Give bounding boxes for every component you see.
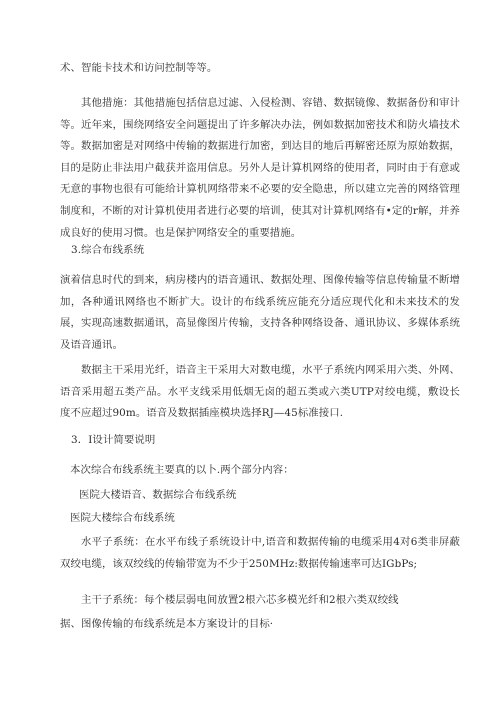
section-heading-integrated-cabling: 3.综合布线系统: [71, 244, 145, 256]
paragraph-horizontal-subsystem: 水平子系统：在水平布线子系统设计中,语音和数据传输的电缆采用4对6类非屏蔽双绞电缆，该双绞线的传输带宽为不少于250MHz:数据传输速率可达IGbPs;: [60, 536, 460, 570]
section-heading-design-brief: 3．I设计简要说明: [71, 434, 156, 446]
paragraph-two-parts: 本次综合布线系统主要真的以卜.两个部分内容：: [70, 464, 294, 476]
paragraph-backbone-subsystem: 主干子系统：每个楼层弱电间放置2根六芯多模光纤和2根六类双绞线: [81, 594, 399, 606]
paragraph-fiber-backbone: 数据主干采用光纤，语音主干采用大对数电缆，水平子系统内网采用六类、外网、语音采用超五类产品。水平支线采用低烟无卤的超五类或六类UTP对绞电缆，敷设长度不应超过90m。语音及数据插座模块选择RJ—45标准接口.: [60, 364, 460, 420]
paragraph-info-age: 演着信息时代的到来，病房楼内的语音通讯、数据处理、图像传输等信息传输量不断增加，各种通讯网络也不断扩大。设计的布线系统应能充分适应现代化和未来技术的发展，实现高速数据通讯，高显像图片传输，支持各种网络设备、通讯协议、多媒体系统及语音通讯。: [60, 274, 460, 351]
list-item-voice-data: 医院大楼语音、数据综合布线系统: [79, 489, 237, 501]
paragraph-last: 据、图像传输的布线系统是本方案设计的目标·: [60, 618, 274, 630]
list-item-cabling: 医院大楼综合布线系统: [70, 512, 175, 524]
paragraph-top: 术、智能卡技术和访问控制等等。: [60, 62, 218, 74]
paragraph-other-measures: 其他措施：其他措施包括信息过滤、入侵检测、容错、数据镜像、数据备份和审计等。近年来，围绕网络安全问题提出了许多解决办法，例如数据加密技术和防火墙技术等。数据加密是对网络中传输的数据进行加密，到达目的地后再解密还原为原始数据，目的是防止非法用户截获并盗用信息。另外人是计算机网络的使用者，同时由于有意或无意的事物也很有可能给计算机网络带来不必要的安全隐患，所以建立完善的网络管理制度和，不断的对计算机使用者进行必要的培训，使其对计算机网络有•定的r解，并养成良好的使用习惯。也是保护网络安全的重要措施。: [60, 97, 460, 239]
